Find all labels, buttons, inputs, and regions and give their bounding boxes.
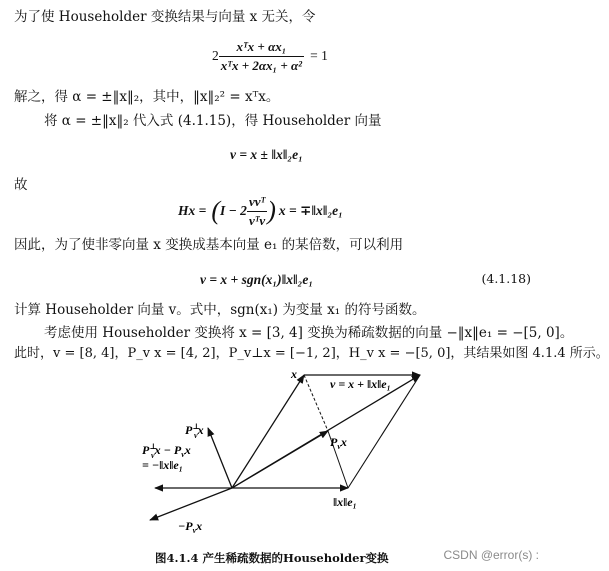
hx-open-paren: ( xyxy=(211,196,220,225)
projection-line xyxy=(304,375,328,431)
watermark: CSDN @error(s) : xyxy=(443,548,539,562)
hx-close-paren: ) xyxy=(267,196,276,225)
figure-caption: 图4.1.4 产生稀疏数据的Householder变换 xyxy=(155,551,389,565)
label-neg-pvx: $-P_vx$ xyxy=(178,519,203,535)
vector-x xyxy=(232,375,304,488)
hx-fraction-numerator: vvᵀ xyxy=(247,193,267,212)
vector-pperp-x xyxy=(208,428,232,488)
paragraph-intro: 为了使 Householder 变换结果与向量 x 无关，令 xyxy=(14,9,316,25)
parallelogram-side xyxy=(348,375,420,488)
equation-condition xyxy=(212,36,328,76)
equation-lead: 2 xyxy=(212,48,219,63)
householder-figure xyxy=(0,368,545,546)
equation-fraction xyxy=(219,38,304,75)
label-x: x xyxy=(291,367,297,381)
paragraph-solution: 解之，得 α = ±‖x‖₂，其中，‖x‖₂² = xᵀx。 xyxy=(14,89,280,105)
vector-pvx xyxy=(232,431,328,488)
hx-lhs: Hx = xyxy=(178,203,207,218)
label-difference: P⊥ vx − $P_vx$ xyxy=(142,442,191,460)
fraction-denominator: xᵀx + 2αx₁ + α² xyxy=(220,57,303,73)
vector-neg-pvx xyxy=(150,488,232,520)
word-therefore: 故 xyxy=(14,177,28,193)
label-pperp: P⊥ vx xyxy=(185,422,204,440)
fraction-numerator: xᵀx + αx₁ xyxy=(219,38,304,57)
equation-hx xyxy=(178,192,343,230)
hx-identity: I − 2 xyxy=(220,203,247,218)
equation-number: (4.1.18) xyxy=(481,271,531,286)
label-e1: ‖x‖e₁ xyxy=(333,495,357,509)
paragraph-therefore: 因此，为了使非零向量 x 变换成基本向量 e₁ 的某倍数，可以利用 xyxy=(14,237,404,253)
paragraph-result: 此时，v = [8, 4]，P_v x = [4, 2]，P_v⊥x = [−1, 2]，H_v x = −[5, 0]，其结果如图 4.1.4 所示。 xyxy=(14,346,609,361)
label-difference-line2: = −‖x‖e₁ xyxy=(142,458,183,472)
equation-sign: v = x + sgn(x₁)‖x‖₂e₁ xyxy=(200,272,314,287)
hx-rhs: x = ∓‖x‖₂e₁ xyxy=(278,203,343,218)
label-v: v = x + ‖x‖e₁ xyxy=(330,377,391,391)
paragraph-substitute: 将 α = ±‖x‖₂ 代入式 (4.1.15)，得 Householder 向量 xyxy=(44,113,382,129)
hx-fraction xyxy=(247,193,267,230)
equation-rhs: = 1 xyxy=(310,48,328,63)
equation-householder-vector: v = x ± ‖x‖₂e₁ xyxy=(230,147,303,162)
paragraph-consider: 考虑使用 Householder 变换将 x = [3, 4] 变换为稀疏数据的向量 −‖x‖e₁ = −[5, 0]。 xyxy=(44,325,574,341)
label-pvx: $P_vx$ xyxy=(330,435,347,451)
paragraph-compute: 计算 Householder 向量 v。式中，sgn(x₁) 为变量 x₁ 的符号函数。 xyxy=(14,302,426,318)
hx-fraction-denominator: vᵀv xyxy=(248,212,266,228)
